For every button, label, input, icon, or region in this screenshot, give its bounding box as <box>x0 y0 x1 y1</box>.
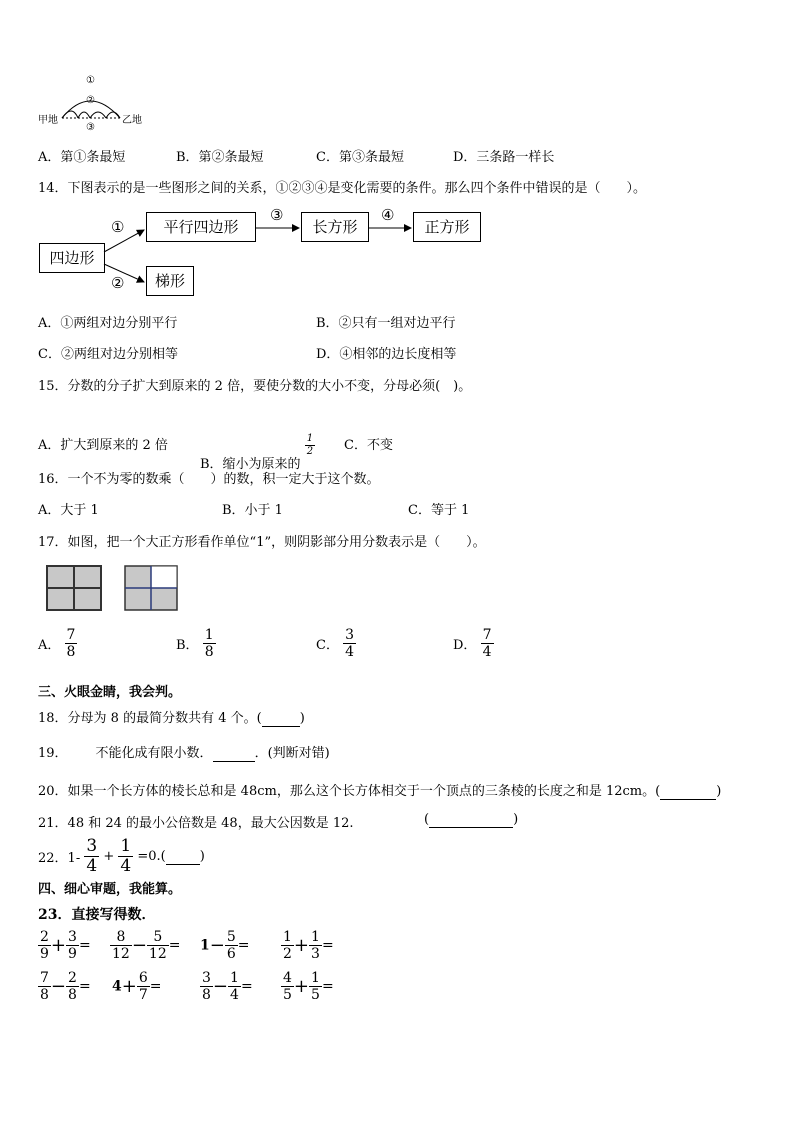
fraction <box>110 930 132 961</box>
operator: + <box>293 935 310 956</box>
fraction-denominator: 9 <box>40 946 49 962</box>
fraction <box>200 971 213 1002</box>
option-fraction <box>65 628 78 659</box>
q20-close: ) <box>716 784 722 799</box>
q15-option-a[interactable]: A．扩大到原来的 2 倍 <box>38 438 168 453</box>
fraction <box>309 971 322 1002</box>
operator: + <box>121 976 137 997</box>
fraction-numerator: 7 <box>40 970 49 986</box>
fraction-denominator: 4 <box>120 856 132 876</box>
q19-text: 不能化成有限小数． <box>95 746 213 761</box>
fraction <box>281 971 294 1002</box>
q13-option-d[interactable]: D．三条路一样长 <box>453 150 555 165</box>
equals: = <box>321 937 334 954</box>
section-3-heading: 三、火眼金睛，我会判。 <box>38 685 182 700</box>
fraction <box>147 930 169 961</box>
fraction-numerator: 3 <box>86 836 98 856</box>
condition-3-label: ③ <box>270 206 284 224</box>
place-label-end: 乙地 <box>122 115 142 126</box>
fraction <box>38 930 51 961</box>
q16-option-c[interactable]: C．等于 1 <box>408 503 470 518</box>
fraction-numerator: 3 <box>345 627 355 643</box>
box-parallelogram: 平行四边形 <box>146 212 256 242</box>
equals: = <box>168 937 181 954</box>
q22-answer-blank[interactable] <box>166 849 200 865</box>
operator: + <box>293 976 310 997</box>
option-letter: A． <box>38 638 61 653</box>
equals: = <box>237 937 250 954</box>
q21-answer-blank[interactable] <box>429 812 513 828</box>
fraction <box>228 971 241 1002</box>
q16-option-b[interactable]: B．小于 1 <box>222 503 283 518</box>
fraction-denominator: 4 <box>345 644 355 660</box>
q23-item-3 <box>200 930 250 961</box>
fraction-denominator: 7 <box>138 987 148 1003</box>
fraction-denominator: 4 <box>86 856 98 876</box>
q13-option-a[interactable]: A．第①条最短 <box>38 150 126 165</box>
q23-item-8 <box>281 971 334 1002</box>
fraction-denominator: 8 <box>66 644 76 660</box>
fraction <box>309 930 322 961</box>
q15-option-b-fraction <box>305 434 315 457</box>
condition-4-label: ④ <box>381 206 395 224</box>
fraction-numerator: 1 <box>204 627 214 643</box>
q19-tail: ．(判断对错) <box>254 746 330 761</box>
option-letter: C． <box>316 638 339 653</box>
q18-text: 18．分母为 8 的最简分数共有 4 个。( <box>38 711 262 726</box>
fraction-numerator: 3 <box>68 929 77 945</box>
whole-number: 1 <box>200 937 210 954</box>
q13-option-c[interactable]: C．第③条最短 <box>316 150 404 165</box>
route-label-2: ② <box>86 95 95 106</box>
q13-option-b[interactable]: B．第②条最短 <box>176 150 264 165</box>
q23-item-6 <box>112 971 162 1002</box>
q23-item-1 <box>38 930 91 961</box>
q19-number: 19． <box>38 746 68 761</box>
fraction-numerator: 7 <box>482 627 492 643</box>
fraction-denominator: 12 <box>112 946 130 962</box>
fraction-denominator: 5 <box>311 987 320 1003</box>
fraction-numerator: 5 <box>147 930 169 946</box>
fraction-numerator: 1 <box>230 970 239 986</box>
q23-item-2 <box>110 930 180 961</box>
q15-option-c[interactable]: C．不变 <box>344 438 393 453</box>
q14-option-d[interactable]: D．④相邻的边长度相等 <box>316 347 457 362</box>
fraction-denominator: 4 <box>230 987 239 1003</box>
q16-option-a[interactable]: A．大于 1 <box>38 503 99 518</box>
operator: − <box>212 976 229 997</box>
q20-answer-blank[interactable] <box>660 784 716 800</box>
fraction-denominator: 4 <box>482 644 492 660</box>
option-fraction <box>203 628 216 659</box>
q22-close: ) <box>199 849 205 864</box>
q23-item-5 <box>38 971 91 1002</box>
fraction-numerator: 2 <box>40 929 49 945</box>
q17-option-b[interactable] <box>176 628 216 659</box>
fraction <box>66 930 79 961</box>
condition-2-label: ② <box>111 274 125 292</box>
q17-option-d[interactable] <box>453 628 494 659</box>
q15-option-b-text: B．缩小为原来的 <box>200 457 301 472</box>
q14-option-c[interactable]: C．②两组对边分别相等 <box>38 347 178 362</box>
q22-plus: + <box>103 849 115 864</box>
box-trapezoid: 梯形 <box>146 266 194 296</box>
equals: = <box>149 978 162 995</box>
q22-fraction-1 <box>84 838 99 875</box>
q17-stem: 17．如图，把一个大正方形看作单位“1”，则阴影部分用分数表示是（ ）。 <box>38 535 486 550</box>
operator: − <box>131 935 147 956</box>
q15-option-b[interactable] <box>200 434 315 472</box>
box-square: 正方形 <box>413 212 481 242</box>
fraction-denominator: 8 <box>40 987 49 1003</box>
q21-open: ( <box>424 812 430 827</box>
operator: − <box>50 976 67 997</box>
q17-option-a[interactable] <box>38 628 77 659</box>
q21-answer <box>424 812 518 828</box>
fraction-numerator: 1 <box>311 929 320 945</box>
fraction-numerator: 4 <box>283 970 292 986</box>
q18 <box>38 707 305 727</box>
fraction-denominator: 3 <box>311 946 320 962</box>
q21-text: 21．48 和 24 的最小公倍数是 48，最大公因数是 12. <box>38 816 354 831</box>
q21 <box>38 812 354 831</box>
q14-option-b[interactable]: B．②只有一组对边平行 <box>316 316 456 331</box>
fraction-denominator: 2 <box>306 446 314 457</box>
fraction-numerator: 8 <box>110 930 132 946</box>
q22 <box>38 838 205 875</box>
fraction-numerator: 7 <box>66 627 76 643</box>
equals: = <box>78 978 91 995</box>
fraction-denominator: 8 <box>68 987 77 1003</box>
fraction-denominator: 12 <box>148 946 167 962</box>
section-4-heading: 四、细心审题，我能算。 <box>38 882 182 897</box>
q22-prefix: 22．1- <box>38 851 81 866</box>
fraction-numerator: 6 <box>138 970 148 986</box>
q14-stem: 14．下图表示的是一些图形之间的关系，①②③④是变化需要的条件。那么四个条件中错误的是（ ）。 <box>38 181 647 196</box>
q18-close: ) <box>299 711 305 726</box>
equals: = <box>78 937 91 954</box>
q19-answer-blank[interactable] <box>213 746 255 762</box>
operator: + <box>50 935 67 956</box>
q23-title: 23．直接写得数． <box>38 907 156 923</box>
fraction-numerator: 1 <box>120 836 132 856</box>
q20 <box>38 780 721 800</box>
square-figure-partial <box>124 565 184 613</box>
q22-equals: =0.( <box>137 849 166 864</box>
fraction-numerator: 1 <box>311 970 320 986</box>
box-quadrilateral: 四边形 <box>39 243 105 273</box>
box-rectangle: 长方形 <box>301 212 369 242</box>
option-fraction <box>481 628 494 659</box>
q23-item-7 <box>200 971 253 1002</box>
option-letter: B． <box>176 638 199 653</box>
q15-stem: 15．分数的分子扩大到原来的 2 倍，要使分数的大小不变，分母必须( )。 <box>38 379 472 394</box>
fraction <box>137 971 150 1002</box>
q17-option-c[interactable] <box>316 628 356 659</box>
route-label-1: ① <box>86 75 95 86</box>
whole-number: 4 <box>112 978 122 995</box>
condition-1-label: ① <box>111 218 125 236</box>
fraction-numerator: 1 <box>306 433 314 444</box>
square-figure-full <box>46 565 106 613</box>
fraction-denominator: 8 <box>202 987 211 1003</box>
operator: − <box>209 935 225 956</box>
fraction-numerator: 2 <box>68 970 77 986</box>
q16-stem: 16．一个不为零的数乘（ ）的数，积一定大于这个数。 <box>38 472 380 487</box>
option-fraction <box>343 628 356 659</box>
place-label-start: 甲地 <box>38 115 58 126</box>
fraction-denominator: 6 <box>226 946 236 962</box>
fraction-numerator: 1 <box>283 929 292 945</box>
equals: = <box>321 978 334 995</box>
q19 <box>38 742 330 762</box>
equals: = <box>240 978 253 995</box>
fraction-numerator: 5 <box>226 929 236 945</box>
q21-close: ) <box>513 812 519 827</box>
fraction-denominator: 8 <box>204 644 214 660</box>
route-label-3: ③ <box>86 122 95 133</box>
fraction <box>66 971 79 1002</box>
q20-text: 20．如果一个长方体的棱长总和是 48cm，那么这个长方体相交于一个顶点的三条棱的长度之和是 12cm。( <box>38 784 661 799</box>
option-letter: D． <box>453 638 477 653</box>
fraction <box>38 971 51 1002</box>
fraction <box>281 930 294 961</box>
fraction-denominator: 9 <box>68 946 77 962</box>
q22-fraction-2 <box>118 838 133 875</box>
q18-answer-blank[interactable] <box>262 711 300 727</box>
q14-option-a[interactable]: A．①两组对边分别平行 <box>38 316 178 331</box>
fraction-numerator: 3 <box>202 970 211 986</box>
fraction-denominator: 2 <box>283 946 292 962</box>
fraction-denominator: 5 <box>283 987 292 1003</box>
q23-item-4 <box>281 930 334 961</box>
relation-arrows <box>0 0 500 300</box>
fraction <box>225 930 238 961</box>
